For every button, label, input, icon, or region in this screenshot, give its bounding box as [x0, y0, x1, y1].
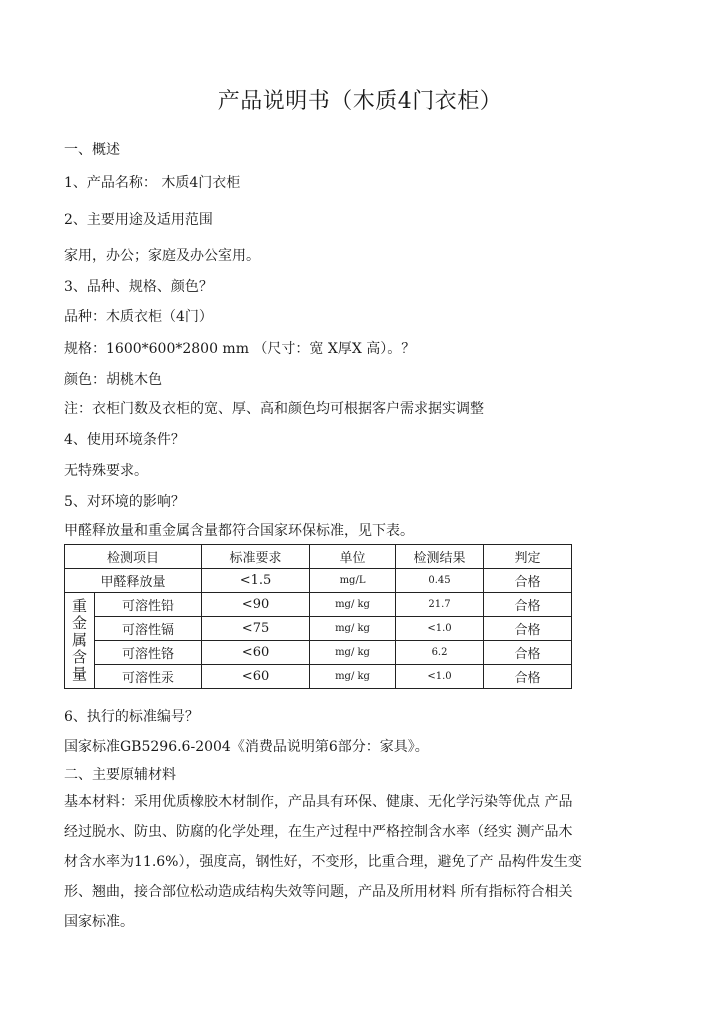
note: 注：衣柜门数及衣柜的宽、厚、高和颜色均可根据客户需求据实调整: [64, 401, 484, 417]
cell-standard: <1.5: [202, 569, 310, 593]
impact-heading: 5、对环境的影响？: [64, 494, 185, 510]
group-label-char: 含: [71, 648, 87, 666]
table-row: [65, 665, 572, 689]
cell-standard: <90: [202, 593, 310, 617]
cell-verdict: 合格: [484, 617, 572, 641]
group-label-char: 量: [71, 665, 87, 683]
cell-standard: <75: [202, 617, 310, 641]
impact-text: 甲醛释放量和重金属含量都符合国家环保标准，见下表。: [64, 523, 414, 539]
usage-heading: 2、主要用途及适用范围: [64, 212, 213, 228]
header-item: 检测项目: [65, 545, 202, 569]
table-row: [65, 569, 572, 593]
header-standard: 标准要求: [202, 545, 310, 569]
cell-item: 甲醛释放量: [65, 569, 202, 593]
cell-unit: mg/ kg: [310, 593, 396, 617]
env-text: 无特殊要求。: [64, 463, 148, 479]
header-unit: 单位: [310, 545, 396, 569]
heavy-metal-group-label: [65, 593, 95, 689]
variety-heading: 3、品种、规格、颜色？: [64, 279, 213, 295]
document-title: 产品说明书（木质4门衣柜）: [217, 89, 503, 114]
table-row: [65, 593, 572, 617]
group-label-char: 重: [71, 597, 87, 615]
cell-verdict: 合格: [484, 593, 572, 617]
product-name: 1、产品名称： 木质4门衣柜: [64, 175, 241, 191]
cell-verdict: 合格: [484, 569, 572, 593]
standard-heading: 6、执行的标准编号？: [64, 709, 199, 725]
table-row: [65, 617, 572, 641]
materials-line: 国家标准。: [64, 914, 134, 930]
cell-verdict: 合格: [484, 641, 572, 665]
cell-unit: mg/ kg: [310, 665, 396, 689]
cell-item: 可溶性铬: [95, 641, 202, 665]
materials-paragraph: [64, 787, 624, 937]
cell-result: <1.0: [396, 617, 484, 641]
materials-line: 基本材料：采用优质橡胶木材制作，产品具有环保、健康、无化学污染等优点 产品: [64, 794, 573, 810]
cell-standard: <60: [202, 641, 310, 665]
cell-item: 可溶性汞: [95, 665, 202, 689]
table-row: [65, 641, 572, 665]
cell-result: <1.0: [396, 665, 484, 689]
overview-heading: 一、概述: [64, 142, 120, 158]
cell-result: 21.7: [396, 593, 484, 617]
header-verdict: 判定: [484, 545, 572, 569]
cell-item: 可溶性镉: [95, 617, 202, 641]
header-result: 检测结果: [396, 545, 484, 569]
env-heading: 4、使用环境条件？: [64, 432, 185, 448]
group-label-char: 属: [71, 631, 87, 649]
variety: 品种：木质衣柜（4门）: [64, 309, 213, 325]
materials-line: 材含水率为11.6%），强度高，钢性好，不变形，比重合理，避免了产 品构件发生变: [64, 854, 582, 870]
cell-result: 6.2: [396, 641, 484, 665]
table-header-row: [65, 545, 572, 569]
cell-standard: <60: [202, 665, 310, 689]
cell-verdict: 合格: [484, 665, 572, 689]
cell-item: 可溶性铅: [95, 593, 202, 617]
standard-text: 国家标准GB5296.6-2004《消费品说明第6部分：家具》。: [64, 739, 429, 755]
color: 颜色：胡桃木色: [64, 372, 162, 388]
materials-line: 形、翘曲，接合部位松动造成结构失效等问题，产品及所用材料 所有指标符合相关: [64, 884, 573, 900]
materials-line: 经过脱水、防虫、防腐的化学处理，在生产过程中严格控制含水率（经实 测产品木: [64, 824, 573, 840]
test-results-table: [64, 544, 572, 689]
materials-heading: 二、主要原辅材料: [64, 767, 176, 783]
group-label-char: 金: [71, 614, 87, 632]
cell-unit: mg/ kg: [310, 617, 396, 641]
spec: 规格：1600*600*2800 mm （尺寸：宽 X厚X 高）。？: [64, 341, 416, 357]
cell-unit: mg/ kg: [310, 641, 396, 665]
cell-result: 0.45: [396, 569, 484, 593]
cell-unit: mg/L: [310, 569, 396, 593]
usage-text: 家用，办公；家庭及办公室用。: [64, 248, 260, 264]
